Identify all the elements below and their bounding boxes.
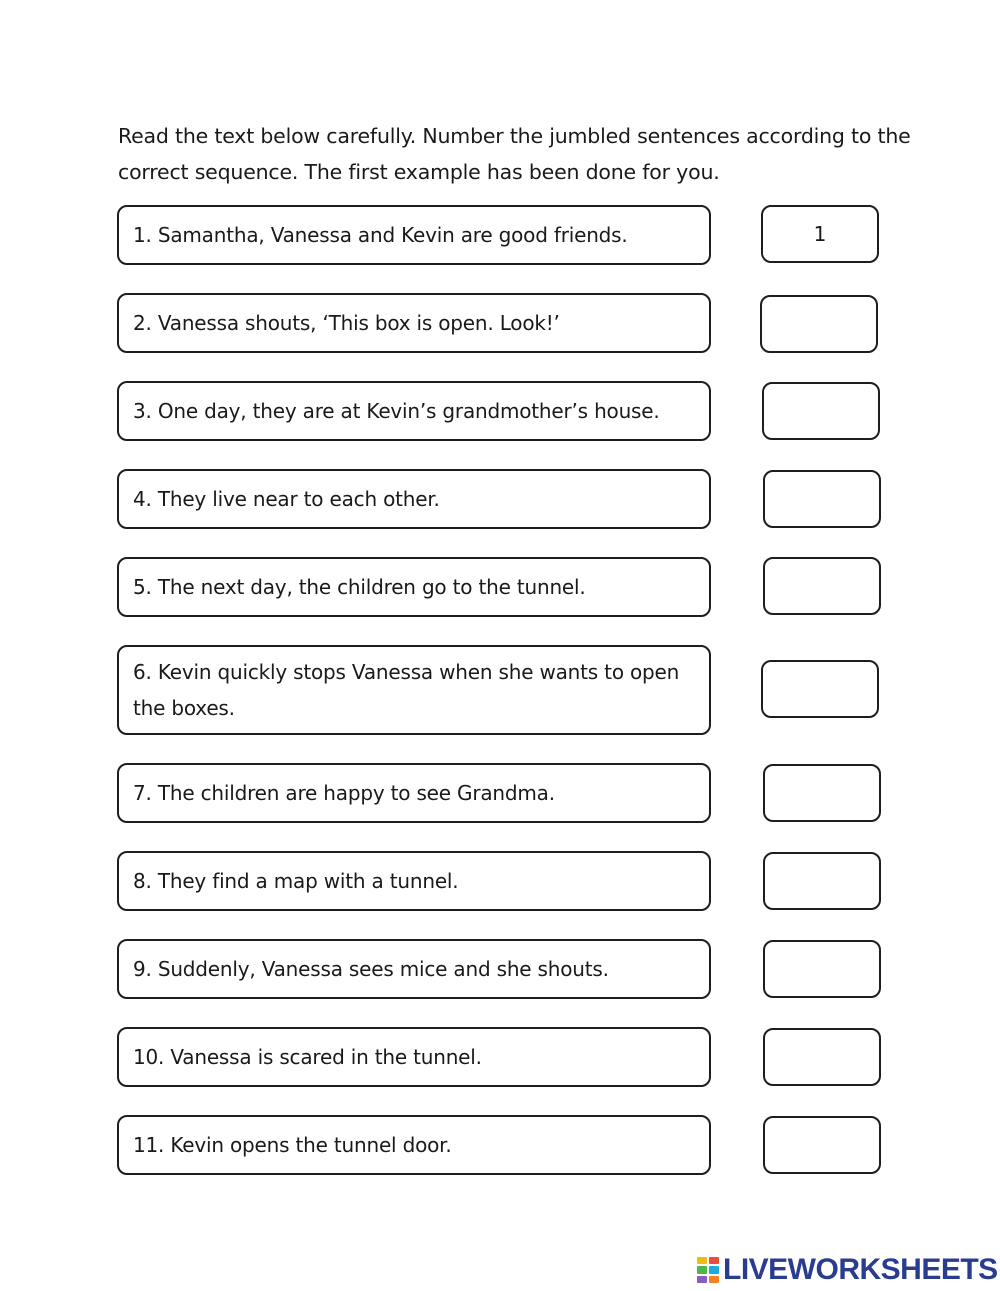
- answer-input-4[interactable]: [763, 470, 881, 528]
- answer-input-1[interactable]: [761, 205, 879, 263]
- sentence-text: 10. Vanessa is scared in the tunnel.: [133, 1045, 482, 1069]
- logo-mark-square: [709, 1257, 719, 1264]
- sentence-text: 9. Suddenly, Vanessa sees mice and she shouts.: [133, 957, 609, 981]
- logo-mark-icon: [697, 1257, 719, 1283]
- sentence-box-6: [117, 645, 711, 735]
- sentence-box-4: [117, 469, 711, 529]
- sentence-text: 3. One day, they are at Kevin’s grandmother’s house.: [133, 399, 660, 423]
- sentence-text: 11. Kevin opens the tunnel door.: [133, 1133, 452, 1157]
- logo-mark-square: [697, 1276, 707, 1283]
- sentence-text: 5. The next day, the children go to the tunnel.: [133, 575, 586, 599]
- sentence-box-10: [117, 1027, 711, 1087]
- sentence-box-2: [117, 293, 711, 353]
- logo-mark-square: [709, 1266, 719, 1273]
- sentence-box-3: [117, 381, 711, 441]
- sentence-text: 1. Samantha, Vanessa and Kevin are good friends.: [133, 223, 628, 247]
- liveworksheets-logo: [697, 1253, 998, 1287]
- sentence-box-11: [117, 1115, 711, 1175]
- logo-mark-square: [697, 1266, 707, 1273]
- sentence-box-9: [117, 939, 711, 999]
- sentence-text: 8. They find a map with a tunnel.: [133, 869, 459, 893]
- sentence-text: 6. Kevin quickly stops Vanessa when she wants to open the boxes.: [133, 660, 680, 720]
- answer-input-5[interactable]: [763, 557, 881, 615]
- answer-input-2[interactable]: [760, 295, 878, 353]
- answer-input-11[interactable]: [763, 1116, 881, 1174]
- sentence-box-8: [117, 851, 711, 911]
- sentence-box-5: [117, 557, 711, 617]
- answer-input-8[interactable]: [763, 852, 881, 910]
- answer-input-10[interactable]: [763, 1028, 881, 1086]
- sentence-text: 4. They live near to each other.: [133, 487, 440, 511]
- answer-input-9[interactable]: [763, 940, 881, 998]
- sentence-box-7: [117, 763, 711, 823]
- instructions-text: Read the text below carefully. Number the jumbled sentences according to the correct sequence. The first example has been done for you.: [118, 124, 911, 184]
- answer-input-3[interactable]: [762, 382, 880, 440]
- logo-mark-square: [709, 1276, 719, 1283]
- sentence-box-1: [117, 205, 711, 265]
- logo-mark-square: [697, 1257, 707, 1264]
- answer-input-6[interactable]: [761, 660, 879, 718]
- sentence-text: 2. Vanessa shouts, ‘This box is open. Look!’: [133, 311, 560, 335]
- logo-text: LIVEWORKSHEETS: [723, 1253, 998, 1286]
- sentence-text: 7. The children are happy to see Grandma.: [133, 781, 555, 805]
- answer-input-7[interactable]: [763, 764, 881, 822]
